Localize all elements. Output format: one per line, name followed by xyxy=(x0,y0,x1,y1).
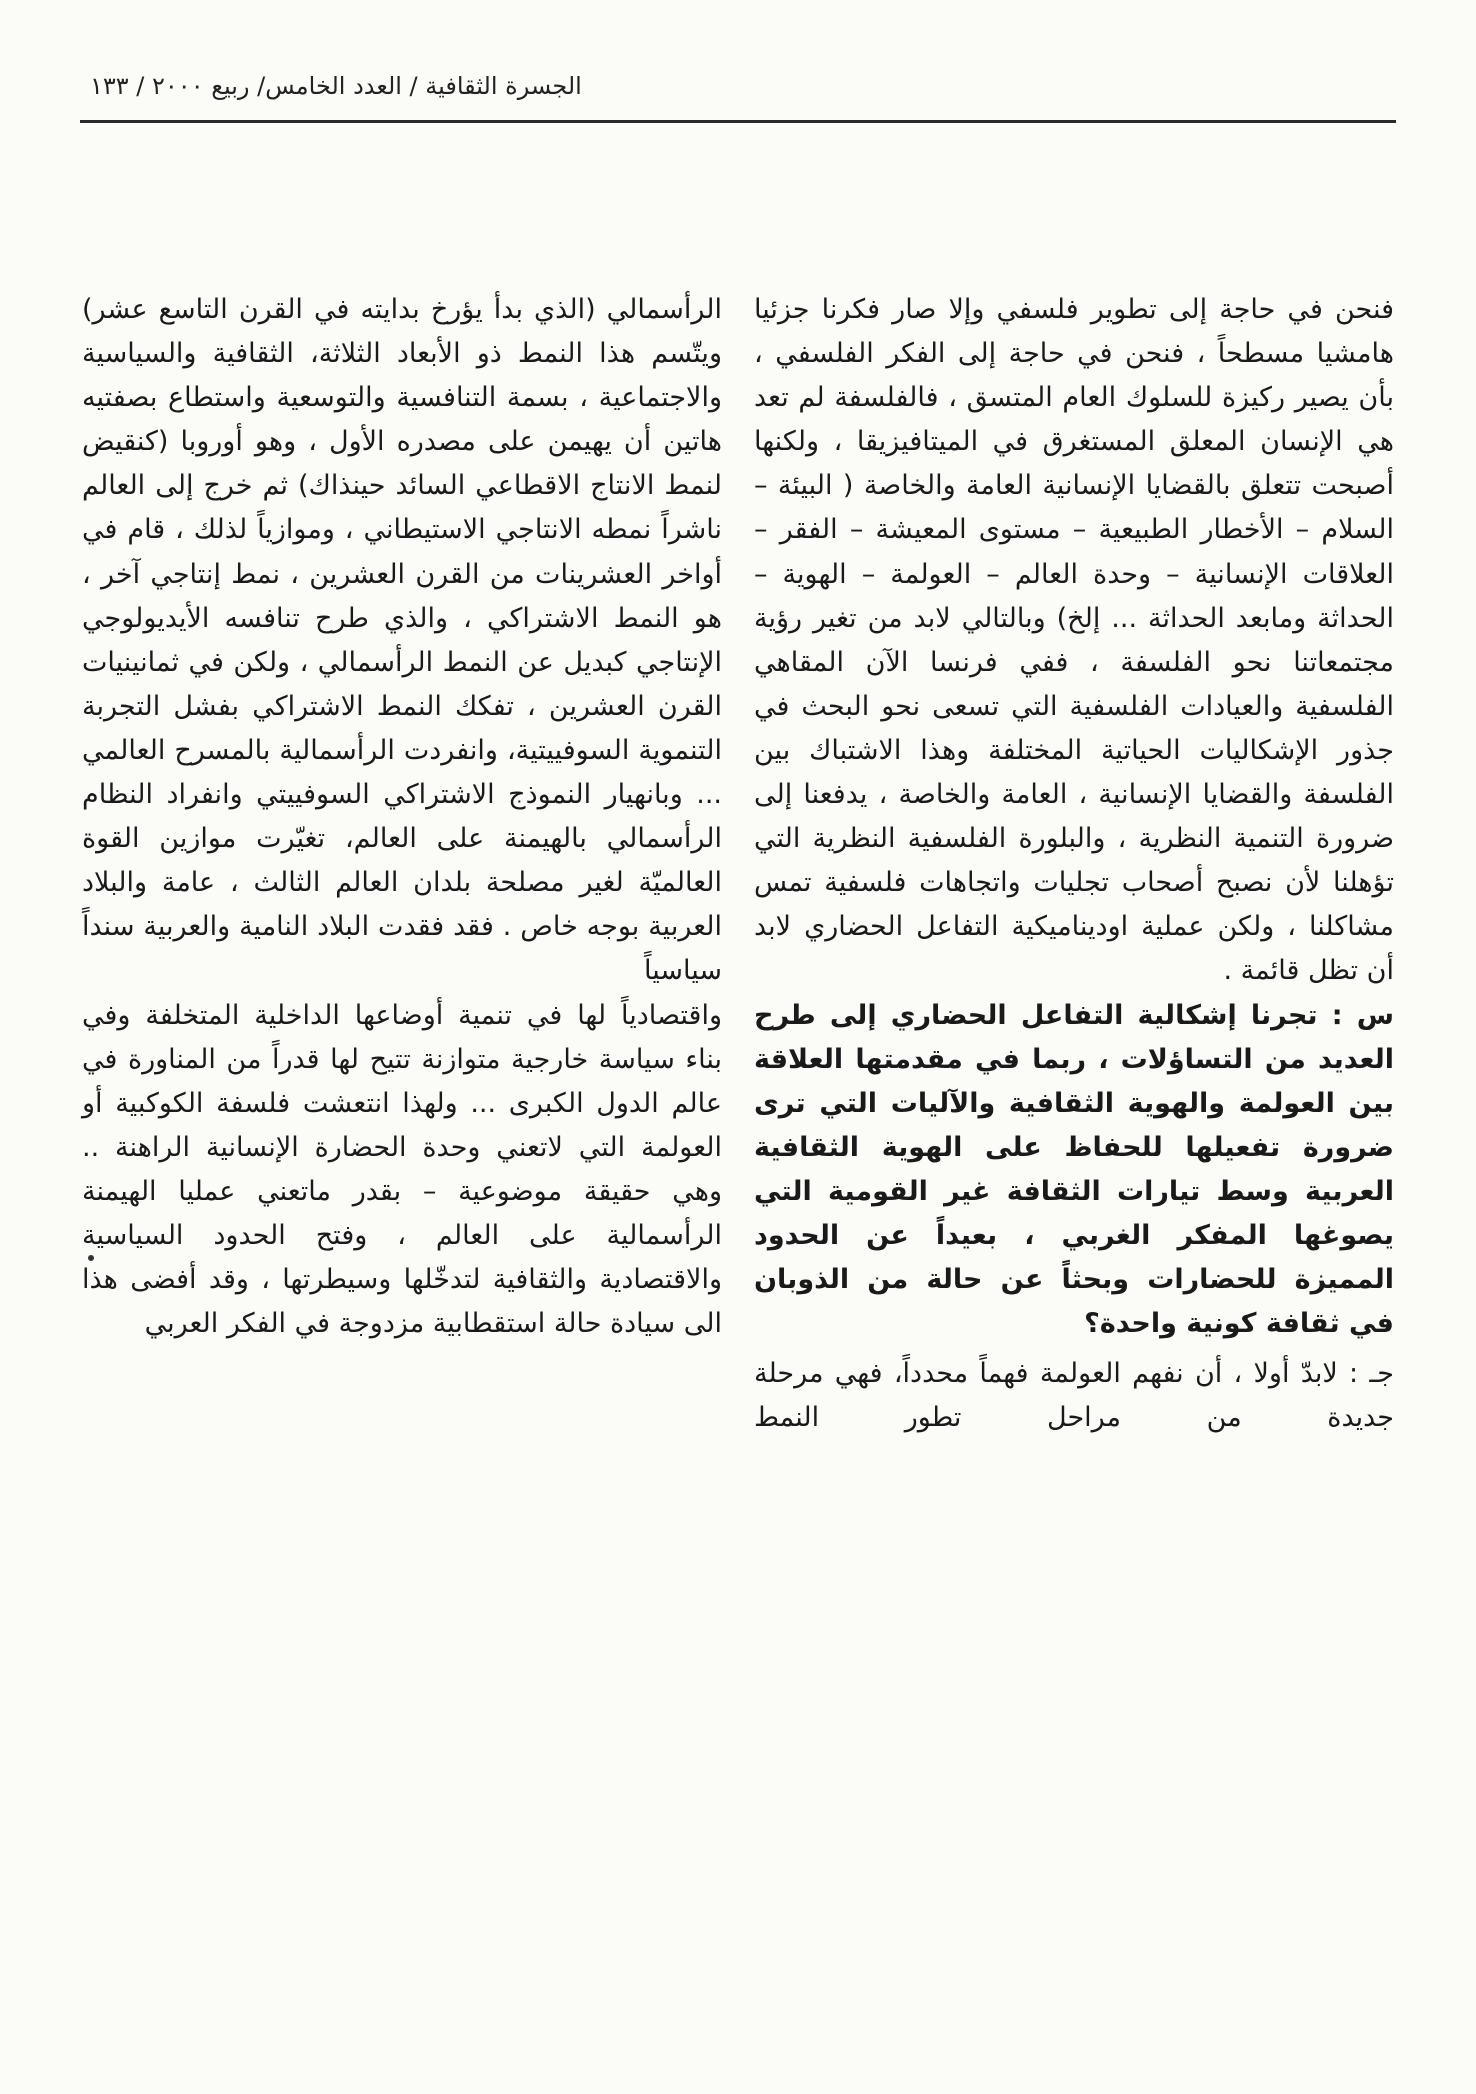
body-paragraph: الرأسمالي (الذي بدأ يؤرخ بدايته في القرن التاسع عشر) ويتّسم هذا النمط ذو الأبعاد الثلاثة، الثقافية والسياسية والاجتماعية ، بسمة التنافسية والتوسعية واستطاع بصفتيه هاتين أن يهيمن على مصدره الأول ، وهو أوروبا (كنقيض لنمط الانتاج الاقطاعي السائد حينذاك) ثم خرج إلى العالم ناشراً نمطه الانتاجي الاستيطاني ، وموازياً لذلك ، قام في أواخر العشرينات من القرن العشرين ، نمط إنتاجي آخر ، هو النمط الاشتراكي ، والذي طرح تنافسه الأيديولوجي الإنتاجي كبديل عن النمط الرأسمالي ، ولكن في ثمانينيات القرن العشرين ، تفكك النمط الاشتراكي بفشل التجربة التنموية السوفييتية، وانفردت الرأسمالية بالمسرح العالمي ... وبانهيار النموذج الاشتراكي السوفييتي وانفراد النظام الرأسمالي بالهيمنة على العالم، تغيّرت موازين القوة العالميّة لغير مصلحة بلدان العالم الثالث ، عامة والبلاد العربية بوجه خاص . فقد فقدت البلاد النامية والعربية سنداً سياسياً xyxy=(82,294,722,987)
running-header xyxy=(80,58,1396,123)
body-paragraph: واقتصادياً لها في تنمية أوضاعها الداخلية المتخلفة وفي بناء سياسة خارجية متوازنة تتيح لها قدراً من المناورة في عالم الدول الكبرى ... ولهذا انتعشت فلسفة الكوكبية أو العولمة التي لاتعني وحدة الحضارة الإنسانية الراهنة .. وهي حقيقة موضوعية – بقدر ماتعني عمليا الهيمنة الرأسمالية على العالم ، وفتح الحدود السياسية والاقتصادية والثقافية لتدخّلها وسيطرتها ، وقد أفضى هذا الى سيادة حالة استقطابية مزدوجة في الفكر العربي xyxy=(82,999,722,1340)
print-speck xyxy=(88,1255,94,1261)
interview-question: س : تجرنا إشكالية التفاعل الحضاري إلى طرح العديد من التساؤلات ، ربما في مقدمتها العلاقة بين العولمة والهوية الثقافية والآليات التي ترى ضرورة تفعيلها للحفاظ على الهوية الثقافية العربية وسط تيارات الثقافة غير القومية التي يصوغها المفكر الغربي ، بعيداً عن الحدود المميزة للحضارات وبحثاً عن حالة من الذوبان في ثقافة كونية واحدة؟ xyxy=(754,999,1394,1340)
right-text-column xyxy=(754,288,1394,1440)
left-text-column xyxy=(82,288,722,1346)
running-head-text: الجسرة الثقافية / العدد الخامس/ ربيع ٢٠٠٠ / ١٣٣ xyxy=(90,72,582,100)
interview-answer-start: جـ : لابدّ أولا ، أن نفهم العولمة فهماً محدداً، فهي مرحلة جديدة من مراحل تطور النمط xyxy=(754,1358,1394,1434)
body-paragraph: فنحن في حاجة إلى تطوير فلسفي وإلا صار فكرنا جزئيا هامشيا مسطحاً ، فنحن في حاجة إلى الفكر الفلسفي ، بأن يصير ركيزة للسلوك العام المتسق ، فالفلسفة لم تعد هي الإنسان المعلق المستغرق في الميتافيزيقا ، ولكنها أصبحت تتعلق بالقضايا الإنسانية العامة والخاصة ( البيئة – السلام – الأخطار الطبيعية – مستوى المعيشة – الفقر – العلاقات الإنسانية – وحدة العالم – العولمة – الهوية – الحداثة ومابعد الحداثة ... إلخ) وبالتالي لابد من تغير رؤية مجتمعاتنا نحو الفلسفة ، ففي فرنسا الآن المقاهي الفلسفية والعيادات الفلسفية التي تسعى نحو البحث في جذور الإشكاليات الحياتية المختلفة وهذا الاشتباك بين الفلسفة والقضايا الإنسانية ، العامة والخاصة ، يدفعنا إلى ضرورة التنمية النظرية ، والبلورة الفلسفية النظرية التي تؤهلنا لأن نصبح أصحاب تجليات واتجاهات فلسفية تمس مشاكلنا ، ولكن عملية اوديناميكية التفاعل الحضاري لابد أن تظل قائمة . xyxy=(754,294,1394,987)
